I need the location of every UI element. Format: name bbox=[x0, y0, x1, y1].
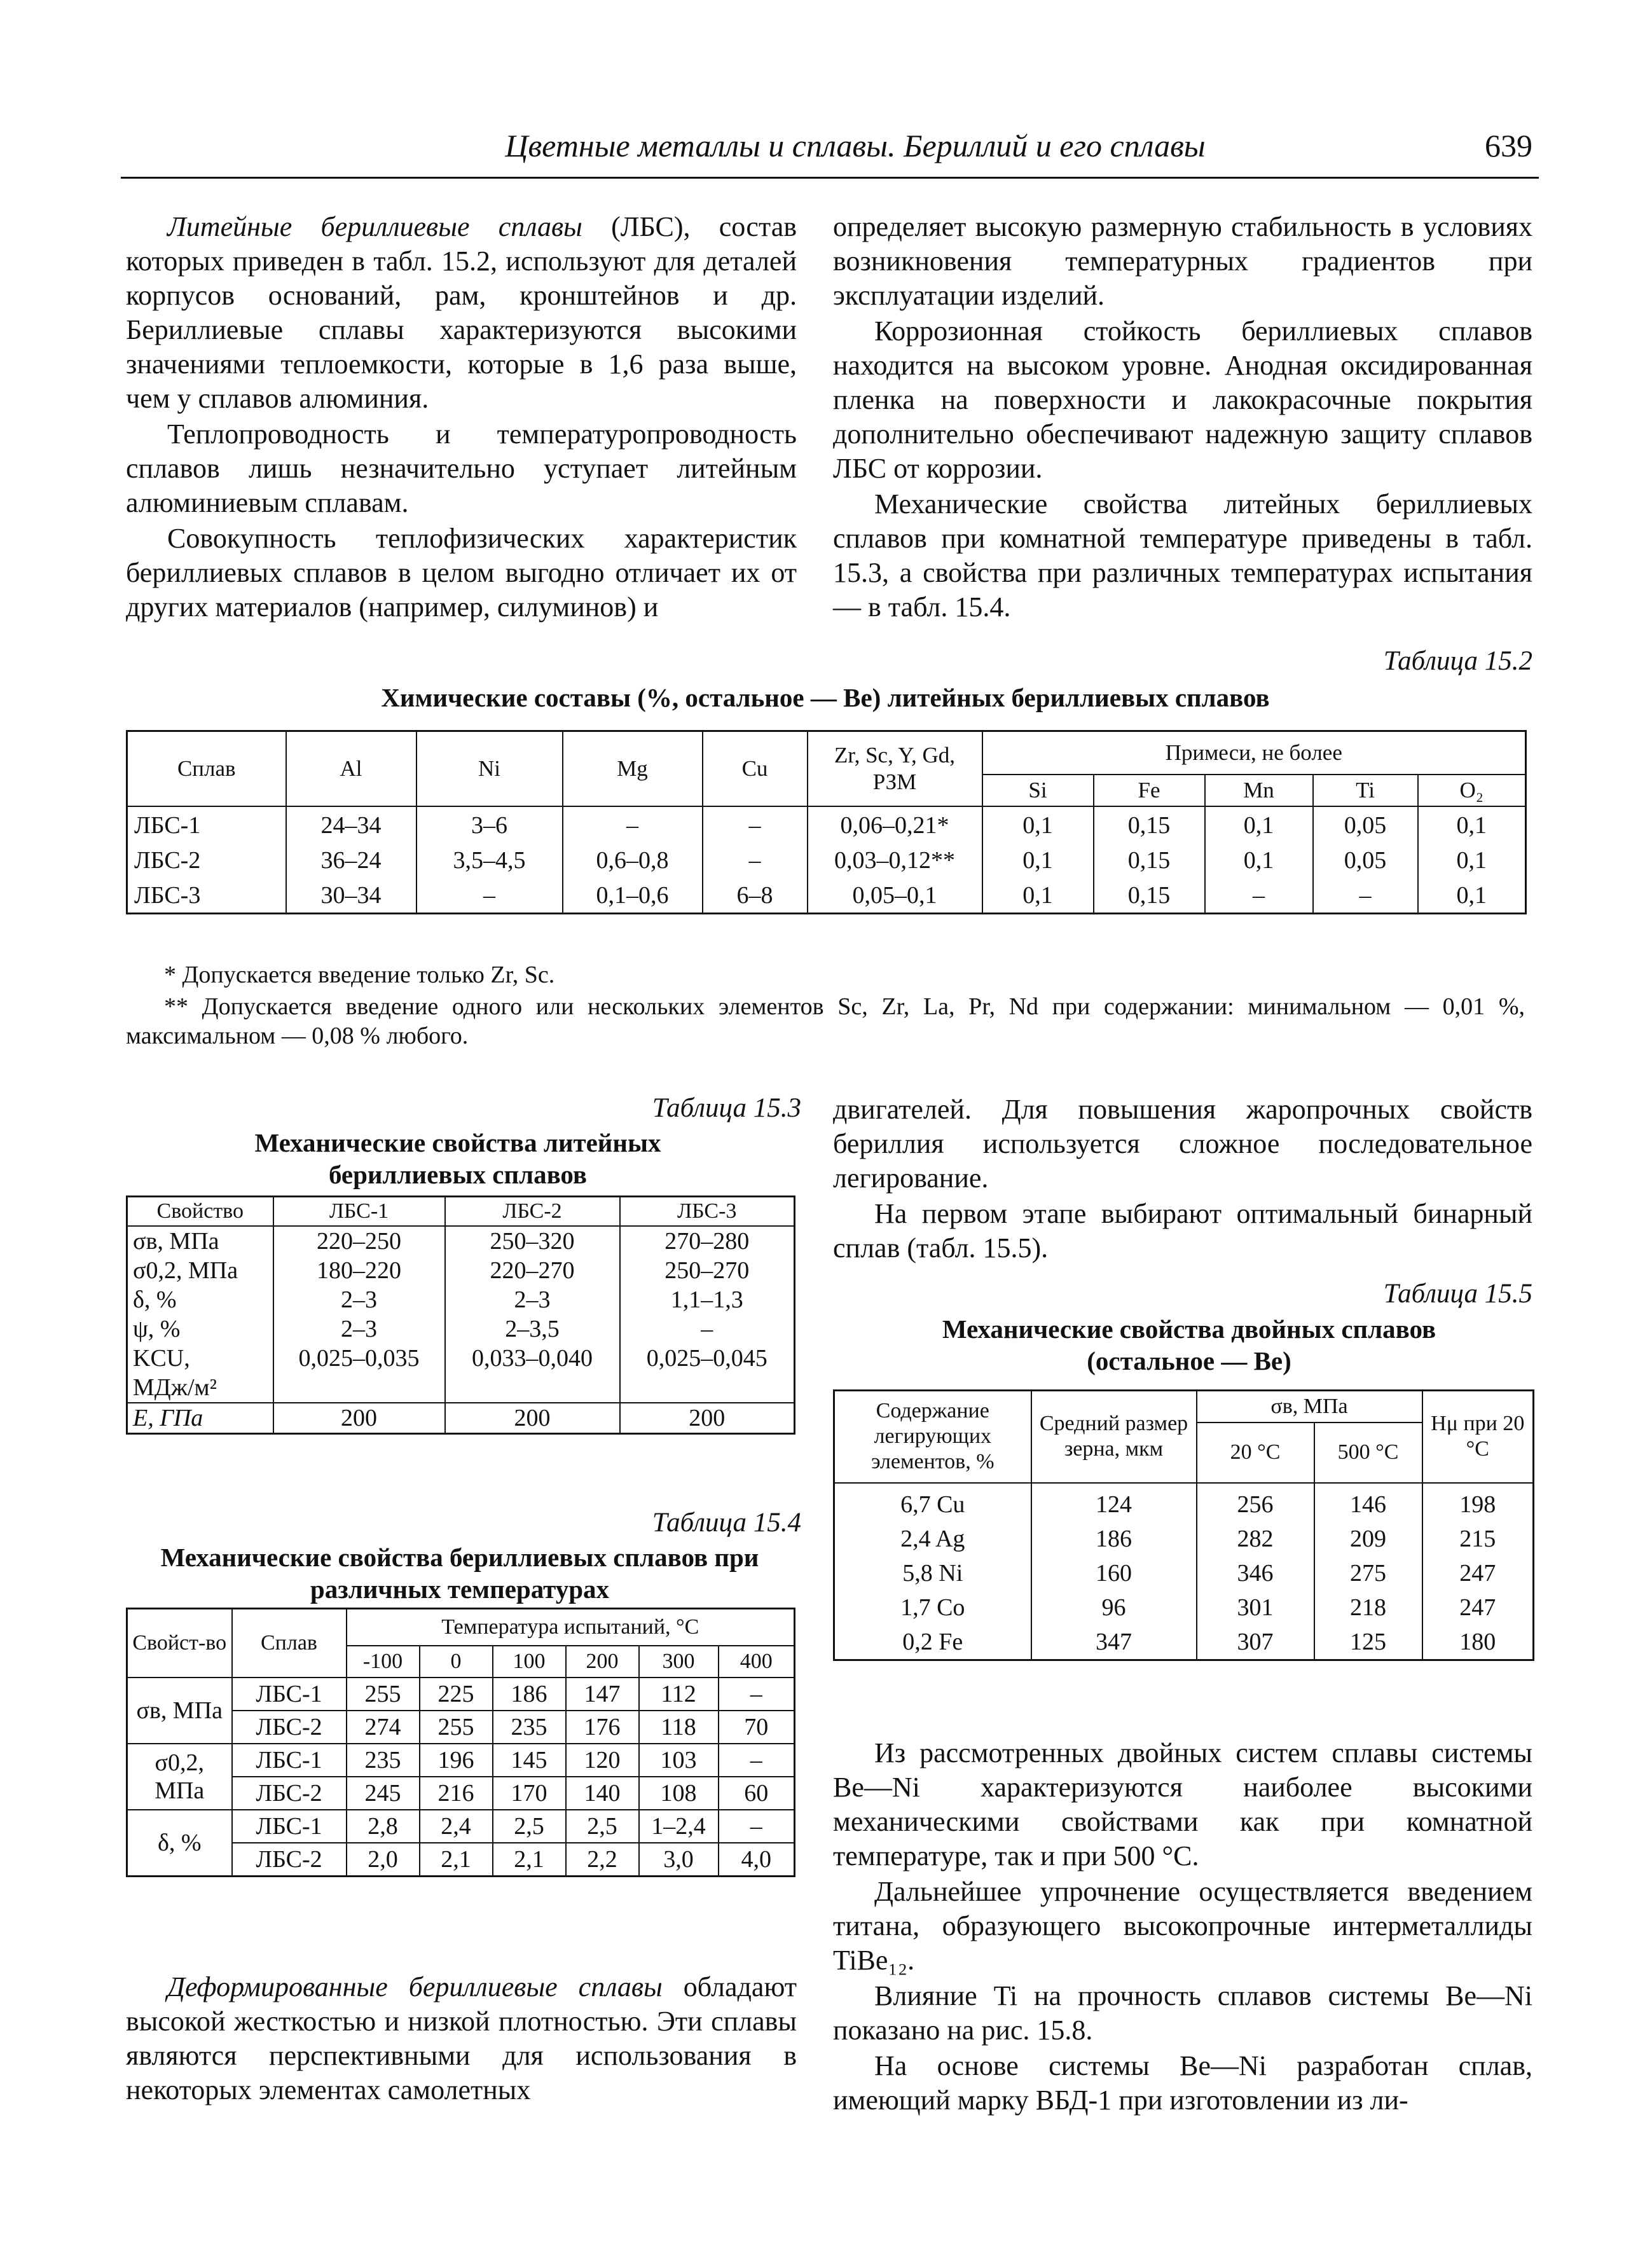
cell: 0,1 bbox=[982, 843, 1094, 878]
cell: 250–270 bbox=[620, 1256, 795, 1285]
table-row bbox=[834, 1625, 1534, 1660]
cell: 198 bbox=[1422, 1483, 1534, 1522]
column-header: Средний размер зерна, мкм bbox=[1031, 1391, 1197, 1483]
cell: 1–2,4 bbox=[639, 1810, 719, 1843]
cell: ЛБС-1 bbox=[232, 1810, 347, 1843]
paragraph-text: обладают высокой жесткостью и низкой плотностью. Эти сплавы являются перспективными для использования в некоторых элементах самолетных bbox=[126, 1971, 797, 2105]
column-header: 500 °C bbox=[1314, 1423, 1422, 1483]
cell: 196 bbox=[420, 1744, 493, 1777]
cell: 0,05–0,1 bbox=[808, 878, 982, 913]
cell: – bbox=[719, 1810, 795, 1843]
paragraph: Дальнейшее упрочнение осуществляется введением титана, образующего высокопрочные интерметаллиды TiBe₁₂. bbox=[833, 1876, 1532, 1976]
cell: 2–3 bbox=[273, 1314, 445, 1344]
paragraph: Теплопроводность и температуропроводность сплавов лишь незначительно уступает литейным алюминиевым сплавам. bbox=[126, 418, 797, 518]
header-rule bbox=[121, 177, 1539, 179]
property-cell: σ0,2, МПа bbox=[127, 1744, 232, 1810]
cell: 220–250 bbox=[273, 1226, 445, 1256]
cell: 170 bbox=[493, 1777, 566, 1810]
cell: 146 bbox=[1314, 1483, 1422, 1522]
cell bbox=[445, 1373, 620, 1403]
cell: 200 bbox=[273, 1403, 445, 1434]
bottom-right-column bbox=[833, 1736, 1532, 2118]
column-header: 100 bbox=[493, 1646, 566, 1678]
cell: 0,06–0,21* bbox=[808, 806, 982, 843]
cell: 0,025–0,045 bbox=[620, 1344, 795, 1373]
cell: E, ГПа bbox=[127, 1403, 273, 1434]
column-header: -100 bbox=[347, 1646, 420, 1678]
cell: 0,03–0,12** bbox=[808, 843, 982, 878]
cell: 0,025–0,035 bbox=[273, 1344, 445, 1373]
cell: 6–8 bbox=[703, 878, 808, 913]
cell: 255 bbox=[347, 1678, 420, 1711]
column-header: Mn bbox=[1205, 775, 1313, 806]
cell: 220–270 bbox=[445, 1256, 620, 1285]
cell: 347 bbox=[1031, 1625, 1197, 1660]
column-header: 20 °C bbox=[1197, 1423, 1314, 1483]
paragraph-italic-lead: Литейные бериллиевые сплавы bbox=[167, 211, 582, 242]
cell: 270–280 bbox=[620, 1226, 795, 1256]
cell: – bbox=[1205, 878, 1313, 913]
column-header: Ni bbox=[416, 731, 563, 806]
cell: 0,1 bbox=[982, 878, 1094, 913]
cell: 275 bbox=[1314, 1556, 1422, 1590]
cell: 3–6 bbox=[416, 806, 563, 843]
cell: 250–320 bbox=[445, 1226, 620, 1256]
cell: 0,6–0,8 bbox=[563, 843, 703, 878]
table-row bbox=[834, 1590, 1534, 1625]
property-cell: σв, МПа bbox=[127, 1678, 232, 1744]
cell: 186 bbox=[1031, 1522, 1197, 1556]
cell: 5,8 Ni bbox=[834, 1556, 1031, 1590]
cell: 2,0 bbox=[347, 1843, 420, 1877]
cell: 125 bbox=[1314, 1625, 1422, 1660]
table-caption: Таблица 15.4 bbox=[652, 1508, 801, 1538]
cell: 176 bbox=[566, 1711, 639, 1744]
paragraph-text: (ЛБС), состав которых приведен в табл. 15.2, используют для деталей корпусов оснований, рам, кронштейнов и др. Бериллиевые сплавы характеризуются высокими значениями теплоемкости, которые в 1,6 раза выше, чем у сплавов алюминия. bbox=[126, 211, 797, 414]
column-header: 0 bbox=[420, 1646, 493, 1678]
cell: 96 bbox=[1031, 1590, 1197, 1625]
cell bbox=[273, 1373, 445, 1403]
table-row bbox=[127, 1403, 795, 1434]
cell: 145 bbox=[493, 1744, 566, 1777]
cell: 0,15 bbox=[1094, 843, 1205, 878]
column-header: Cu bbox=[703, 731, 808, 806]
cell: 301 bbox=[1197, 1590, 1314, 1625]
cell: 346 bbox=[1197, 1556, 1314, 1590]
cell: 30–34 bbox=[286, 878, 416, 913]
cell: 200 bbox=[620, 1403, 795, 1434]
cell: 2–3 bbox=[273, 1285, 445, 1314]
cell: 307 bbox=[1197, 1625, 1314, 1660]
cell: 245 bbox=[347, 1777, 420, 1810]
table-caption: Таблица 15.2 bbox=[1383, 646, 1532, 676]
cell: 0,2 Fe bbox=[834, 1625, 1031, 1660]
cell: 2–3,5 bbox=[445, 1314, 620, 1344]
table-row bbox=[127, 878, 1526, 913]
cell: 0,1 bbox=[1418, 843, 1526, 878]
cell: 209 bbox=[1314, 1522, 1422, 1556]
cell: 0,1 bbox=[1205, 843, 1313, 878]
cell: – bbox=[563, 806, 703, 843]
cell: 0,15 bbox=[1094, 878, 1205, 913]
table-15-4 bbox=[126, 1608, 795, 1877]
cell: ЛБС-1 bbox=[232, 1744, 347, 1777]
property-cell: δ, % bbox=[127, 1810, 232, 1877]
cell: 247 bbox=[1422, 1556, 1534, 1590]
table-row bbox=[127, 1344, 795, 1373]
cell: 140 bbox=[566, 1777, 639, 1810]
table-row bbox=[834, 1556, 1534, 1590]
cell: 216 bbox=[420, 1777, 493, 1810]
column-header: 300 bbox=[639, 1646, 719, 1678]
footnote: * Допускается введение только Zr, Sc. bbox=[164, 961, 555, 988]
cell: – bbox=[719, 1678, 795, 1711]
cell bbox=[620, 1373, 795, 1403]
paragraph: На первом этапе выбирают оптимальный бинарный сплав (табл. 15.5). bbox=[833, 1198, 1532, 1264]
cell: 3,0 bbox=[639, 1843, 719, 1877]
cell: 24–34 bbox=[286, 806, 416, 843]
column-header: O₂ bbox=[1418, 775, 1526, 806]
cell: σ0,2, МПа bbox=[127, 1256, 273, 1285]
table-row bbox=[127, 1314, 795, 1344]
column-header: Сплав bbox=[232, 1609, 347, 1678]
cell: 2–3 bbox=[445, 1285, 620, 1314]
cell: 200 bbox=[445, 1403, 620, 1434]
table-15-3 bbox=[126, 1195, 795, 1435]
table-caption: Таблица 15.5 bbox=[1383, 1279, 1532, 1309]
column-header: 400 bbox=[719, 1646, 795, 1678]
cell: ЛБС-1 bbox=[127, 806, 286, 843]
cell: 256 bbox=[1197, 1483, 1314, 1522]
table-15-5 bbox=[833, 1389, 1534, 1661]
cell: 2,1 bbox=[493, 1843, 566, 1877]
cell: 2,5 bbox=[493, 1810, 566, 1843]
cell: 0,05 bbox=[1313, 806, 1418, 843]
column-header-group: Примеси, не более bbox=[982, 731, 1526, 775]
cell: 3,5–4,5 bbox=[416, 843, 563, 878]
cell: ЛБС-2 bbox=[232, 1843, 347, 1877]
cell: ЛБС-2 bbox=[232, 1711, 347, 1744]
cell: 0,033–0,040 bbox=[445, 1344, 620, 1373]
table-title: Механические свойства бериллиевых сплавов при различных температурах bbox=[160, 1543, 759, 1604]
cell: 2,4 bbox=[420, 1810, 493, 1843]
column-header: 200 bbox=[566, 1646, 639, 1678]
paragraph: Из рассмотренных двойных систем сплавы системы Be—Ni характеризуются наиболее высокими механическими свойствами как при комнатной температуре, так и при 500 °С. bbox=[833, 1737, 1532, 1871]
table-row bbox=[127, 843, 1526, 878]
cell: 2,1 bbox=[420, 1843, 493, 1877]
column-header: Fe bbox=[1094, 775, 1205, 806]
cell: ЛБС-3 bbox=[127, 878, 286, 913]
cell: 1,1–1,3 bbox=[620, 1285, 795, 1314]
paragraph: Влияние Ti на прочность сплавов системы Be—Ni показано на рис. 15.8. bbox=[833, 1980, 1532, 2046]
paragraph: Механические свойства литейных бериллиевых сплавов при комнатной температуре приведены в табл. 15.3, а свойства при различных температурах испытания — в табл. 15.4. bbox=[833, 488, 1532, 623]
cell: 0,1 bbox=[982, 806, 1094, 843]
cell: 2,8 bbox=[347, 1810, 420, 1843]
cell: 0,1 bbox=[1418, 806, 1526, 843]
cell: 1,7 Co bbox=[834, 1590, 1031, 1625]
table-title: Механические свойства литейных бериллиевых сплавов bbox=[254, 1128, 661, 1189]
table-row bbox=[834, 1522, 1534, 1556]
cell: 160 bbox=[1031, 1556, 1197, 1590]
cell: 108 bbox=[639, 1777, 719, 1810]
cell: δ, % bbox=[127, 1285, 273, 1314]
paragraph: На основе системы Be—Ni разработан сплав, имеющий марку ВБД-1 при изготовлении из ли- bbox=[833, 2050, 1532, 2116]
column-header: Si bbox=[982, 775, 1094, 806]
cell: – bbox=[703, 806, 808, 843]
column-header: Ti bbox=[1313, 775, 1418, 806]
cell: 282 bbox=[1197, 1522, 1314, 1556]
cell: 247 bbox=[1422, 1590, 1534, 1625]
bottom-left-column bbox=[126, 1970, 797, 2107]
cell: 235 bbox=[347, 1744, 420, 1777]
cell: 6,7 Cu bbox=[834, 1483, 1031, 1522]
mid-right-column bbox=[833, 1092, 1532, 1265]
cell: 124 bbox=[1031, 1483, 1197, 1522]
paragraph: двигателей. Для повышения жаропрочных свойств бериллия используется сложное последовательное легирование. bbox=[833, 1094, 1532, 1194]
column-header: ЛБС-1 bbox=[273, 1197, 445, 1226]
cell: 120 bbox=[566, 1744, 639, 1777]
paragraph: Коррозионная стойкость бериллиевых сплавов находится на высоком уровне. Анодная оксидированная пленка на поверхности и лакокрасочные покрытия дополнительно обеспечивают надежную защиту сплавов ЛБС от коррозии. bbox=[833, 315, 1532, 484]
cell: 218 bbox=[1314, 1590, 1422, 1625]
paragraph: определяет высокую размерную стабильность в условиях возникновения температурных градиентов при эксплуатации изделий. bbox=[833, 211, 1532, 311]
column-header: Свойство bbox=[127, 1197, 273, 1226]
cell: 2,4 Ag bbox=[834, 1522, 1031, 1556]
table-row bbox=[127, 1373, 795, 1403]
cell: 255 bbox=[420, 1711, 493, 1744]
cell: σв, МПа bbox=[127, 1226, 273, 1256]
cell: ЛБС-2 bbox=[127, 843, 286, 878]
cell: ψ, % bbox=[127, 1314, 273, 1344]
paragraph-italic-lead: Деформированные бериллиевые сплавы bbox=[167, 1971, 663, 2002]
paragraph: Совокупность теплофизических характеристик бериллиевых сплавов в целом выгодно отличает их от других материалов (например, силуминов) и bbox=[126, 523, 797, 623]
cell: 235 bbox=[493, 1711, 566, 1744]
table-row bbox=[127, 1285, 795, 1314]
table-title: Механические свойства двойных сплавов (остальное — Ве) bbox=[942, 1314, 1436, 1375]
cell: 2,2 bbox=[566, 1843, 639, 1877]
cell: 103 bbox=[639, 1744, 719, 1777]
column-header: Свойст-во bbox=[127, 1609, 232, 1678]
column-header: Hμ при 20 °C bbox=[1422, 1391, 1534, 1483]
cell: 274 bbox=[347, 1711, 420, 1744]
column-header-group: Температура испытаний, °C bbox=[347, 1609, 795, 1646]
cell: 147 bbox=[566, 1678, 639, 1711]
cell: 118 bbox=[639, 1711, 719, 1744]
cell: ЛБС-1 bbox=[232, 1678, 347, 1711]
cell: 225 bbox=[420, 1678, 493, 1711]
table-15-2 bbox=[126, 730, 1527, 914]
cell: МДж/м² bbox=[127, 1373, 273, 1403]
cell: 70 bbox=[719, 1711, 795, 1744]
table-row bbox=[127, 1678, 795, 1711]
table-row bbox=[127, 1744, 795, 1777]
table-row bbox=[834, 1483, 1534, 1522]
cell: 0,1–0,6 bbox=[563, 878, 703, 913]
cell: 180–220 bbox=[273, 1256, 445, 1285]
table-title: Химические составы (%, остальное — Ве) литейных бериллиевых сплавов bbox=[381, 683, 1270, 712]
cell: – bbox=[620, 1314, 795, 1344]
cell: 4,0 bbox=[719, 1843, 795, 1877]
cell: 0,05 bbox=[1313, 843, 1418, 878]
column-header: Mg bbox=[563, 731, 703, 806]
cell: 0,15 bbox=[1094, 806, 1205, 843]
column-header-group: σв, МПа bbox=[1197, 1391, 1422, 1423]
table-row bbox=[127, 1256, 795, 1285]
top-left-column bbox=[126, 210, 797, 624]
column-header: Сплав bbox=[127, 731, 286, 806]
table-caption: Таблица 15.3 bbox=[652, 1093, 801, 1123]
top-right-column bbox=[833, 210, 1532, 624]
column-header: ЛБС-2 bbox=[445, 1197, 620, 1226]
cell: – bbox=[416, 878, 563, 913]
column-header: Al bbox=[286, 731, 416, 806]
cell: – bbox=[1313, 878, 1418, 913]
table-row bbox=[127, 1226, 795, 1256]
cell: 36–24 bbox=[286, 843, 416, 878]
cell: – bbox=[703, 843, 808, 878]
footnote: ** Допускается введение одного или нескольких элементов Sc, Zr, La, Pr, Nd при содержании: минимальном — 0,01 %, максимальном — 0,08 % любого. bbox=[126, 993, 1525, 1049]
table-row bbox=[127, 806, 1526, 843]
cell: – bbox=[719, 1744, 795, 1777]
cell: 112 bbox=[639, 1678, 719, 1711]
cell: 215 bbox=[1422, 1522, 1534, 1556]
cell: KCU, bbox=[127, 1344, 273, 1373]
column-header: Содержание легирующих элементов, % bbox=[834, 1391, 1031, 1483]
cell: 180 bbox=[1422, 1625, 1534, 1660]
cell: ЛБС-2 bbox=[232, 1777, 347, 1810]
table-row bbox=[127, 1810, 795, 1843]
cell: 0,1 bbox=[1205, 806, 1313, 843]
cell: 60 bbox=[719, 1777, 795, 1810]
cell: 2,5 bbox=[566, 1810, 639, 1843]
cell: 186 bbox=[493, 1678, 566, 1711]
running-header-title: Цветные металлы и сплавы. Бериллий и его сплавы bbox=[505, 128, 1206, 163]
column-header: Zr, Sc, Y, Gd, РЗМ bbox=[808, 731, 982, 806]
cell: 0,1 bbox=[1418, 878, 1526, 913]
page-number: 639 bbox=[1485, 128, 1532, 163]
column-header: ЛБС-3 bbox=[620, 1197, 795, 1226]
